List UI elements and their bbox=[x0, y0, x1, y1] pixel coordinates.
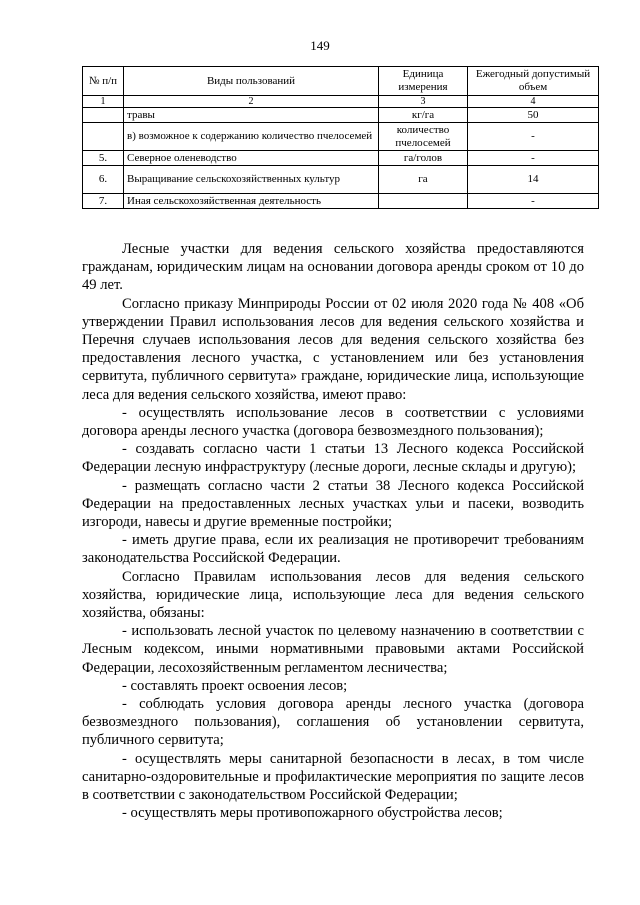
page-number: 149 bbox=[310, 38, 330, 53]
row-num bbox=[83, 108, 124, 123]
paragraph: - осуществлять использование лесов в соответствии с условиями договора аренды лесного участка (договора безвозмездного пользования); bbox=[82, 404, 584, 440]
row-unit bbox=[379, 194, 468, 209]
paragraph: - иметь другие права, если их реализация не противоречит требованиям законодательства Российской Федерации. bbox=[82, 532, 584, 567]
paragraph: Согласно Правилам использования лесов для ведения сельского хозяйства, юридические лица, использующие леса для ведения сельского хозяйства, обязаны: bbox=[82, 568, 584, 622]
paragraph: - составлять проект освоения лесов; bbox=[122, 677, 348, 694]
row-unit: га bbox=[379, 166, 468, 194]
paragraph: Согласно приказу Минприроды России от 02 июля 2020 года № 408 «Об утверждении Правил использования лесов для ведения сельского хозяйства и Перечня случаев использования лесов для ведения сельского хозяйства без предоставления лесного участка, с установлением или без установления сервитута, публичного сервитута» граждане, юридические лица, использующие леса для ведения сельского хозяйства, имеют право: bbox=[82, 295, 584, 403]
row-num bbox=[83, 123, 124, 151]
row-volume: - bbox=[468, 123, 599, 151]
header-num: № п/п bbox=[83, 67, 124, 96]
row-kind: в) возможное к содержанию количество пчелосемей bbox=[124, 123, 379, 151]
table-row bbox=[83, 166, 599, 194]
row-kind: травы bbox=[124, 108, 379, 123]
row-num: 6. bbox=[83, 166, 124, 194]
row-volume: 14 bbox=[468, 166, 599, 194]
header-kind: Виды пользований bbox=[124, 67, 379, 96]
paragraph: - осуществлять меры санитарной безопасности в лесах, в том числе санитарно-оздоровительные и профилактические мероприятия по защите лесов в соответствии с законодательством Российской Федерации; bbox=[82, 750, 584, 804]
header-unit: Единица измерения bbox=[379, 67, 468, 96]
table-header-row bbox=[83, 67, 599, 96]
body-text bbox=[82, 240, 584, 823]
table-row bbox=[83, 108, 599, 123]
paragraph: - размещать согласно части 2 статьи 38 Лесного кодекса Российской Федерации на предоставленных лесных участках ульи и пасеки, возводить изгороди, навесы и другие временные постройки; bbox=[82, 477, 584, 531]
table-row bbox=[83, 123, 599, 151]
paragraph: - осуществлять меры противопожарного обустройства лесов; bbox=[122, 805, 503, 822]
row-kind: Северное оленеводство bbox=[124, 151, 379, 166]
paragraph: - соблюдать условия договора аренды лесного участка (договора безвозмездного пользования), соглашения об установлении сервитута, публичного сервитута; bbox=[82, 696, 584, 749]
row-unit: кг/га bbox=[379, 108, 468, 123]
row-volume: - bbox=[468, 194, 599, 209]
row-num: 5. bbox=[83, 151, 124, 166]
usage-table bbox=[82, 66, 599, 209]
paragraph: - использовать лесной участок по целевому назначению в соответствии с Лесным кодексом, иными нормативными правовыми актами Российской Федерации, лесохозяйственным регламентом лесничества; bbox=[82, 623, 584, 676]
table-index-row bbox=[83, 96, 599, 108]
row-unit: количество пчелосемей bbox=[379, 123, 468, 151]
row-volume: - bbox=[468, 151, 599, 166]
index-cell: 4 bbox=[468, 96, 599, 108]
index-cell: 1 bbox=[83, 96, 124, 108]
table-row bbox=[83, 194, 599, 209]
index-cell: 3 bbox=[379, 96, 468, 108]
index-cell: 2 bbox=[124, 96, 379, 108]
row-kind: Иная сельскохозяйственная деятельность bbox=[124, 194, 379, 209]
table-row bbox=[83, 151, 599, 166]
header-volume: Ежегодный допустимый объем bbox=[468, 67, 599, 96]
row-kind: Выращивание сельскохозяйственных культур bbox=[124, 166, 379, 194]
row-num: 7. bbox=[83, 194, 124, 209]
row-unit: га/голов bbox=[379, 151, 468, 166]
paragraph: Лесные участки для ведения сельского хозяйства предоставляются гражданам, юридическим лицам на основании договора аренды сроком от 10 до 49 лет. bbox=[82, 241, 584, 294]
row-volume: 50 bbox=[468, 108, 599, 123]
paragraph: - создавать согласно части 1 статьи 13 Лесного кодекса Российской Федерации лесную инфраструктуру (лесные дороги, лесные склады и другую); bbox=[82, 441, 584, 476]
